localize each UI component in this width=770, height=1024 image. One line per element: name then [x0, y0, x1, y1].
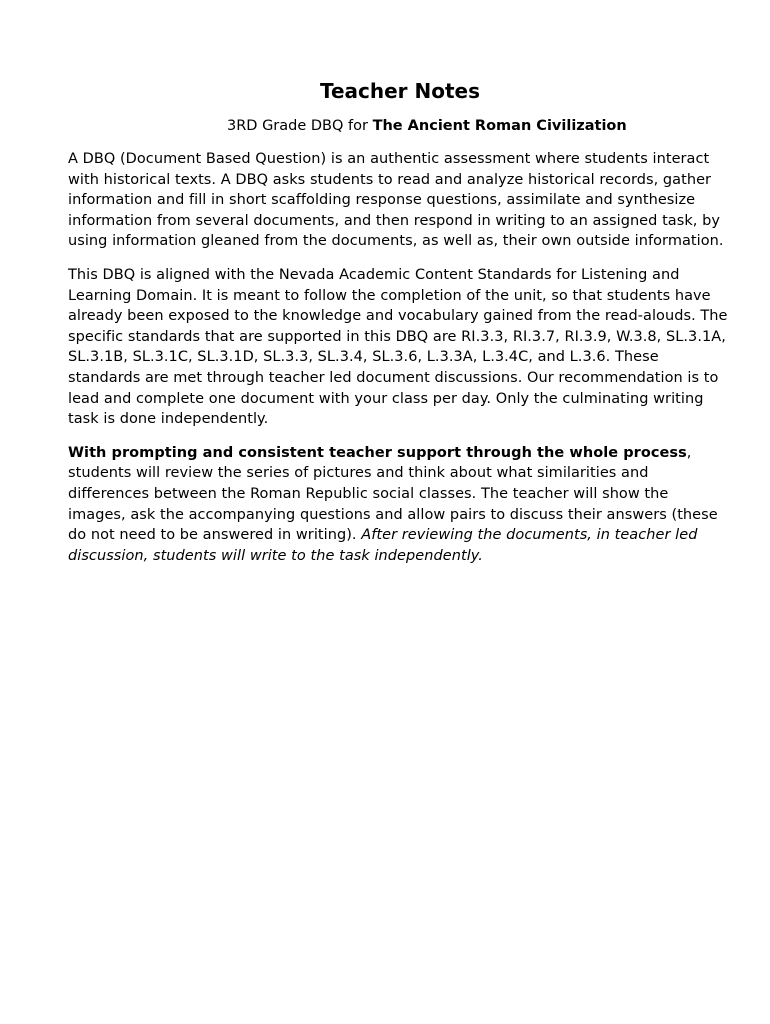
subtitle	[68, 116, 728, 136]
process-emphasis: With prompting and consistent teacher support through the whole process	[68, 444, 687, 461]
standards-paragraph: This DBQ is aligned with the Nevada Academic Content Standards for Listening and Learning Domain. It is meant to follow the completion of the unit, so that students have already been exposed to the knowledge and vocabulary gained from the read-alouds. The specific standards that are supported in this DBQ are RI.3.3, RI.3.7, RI.3.9, W.3.8, SL.3.1A, SL.3.1B, SL.3.1C, SL.3.1D, SL.3.3, SL.3.4, SL.3.6, L.3.3A, L.3.4C, and L.3.6. These standards are met through teacher led document discussions. Our recommendation is to lead and complete one document with your class per day. Only the culminating writing task is done independently.	[68, 266, 728, 428]
process-italic-note: After reviewing the documents, in teacher led discussion, students will write to the task independently.	[68, 527, 698, 564]
page-title: Teacher Notes	[319, 79, 481, 103]
subtitle-prefix: 3RD Grade DBQ for	[227, 118, 373, 134]
document-page	[68, 76, 728, 566]
subtitle-topic: The Ancient Roman Civilization	[372, 118, 627, 134]
process-text: , students will review the series of pictures and think about what similarities and differences between the Roman Republic social classes. The teacher will show the images, ask the accompanying questions and allow pairs to discuss their answers (these do not need to be answered in writing).	[68, 444, 718, 544]
intro-paragraph: A DBQ (Document Based Question) is an authentic assessment where students interact with historical texts. A DBQ asks students to read and analyze historical records, gather information and fill in short scaffolding response questions, assimilate and synthesize information from several documents, and then respond in writing to an assigned task, by using information gleaned from the documents, as well as, their own outside information.	[68, 151, 724, 250]
process-paragraph	[68, 443, 728, 567]
